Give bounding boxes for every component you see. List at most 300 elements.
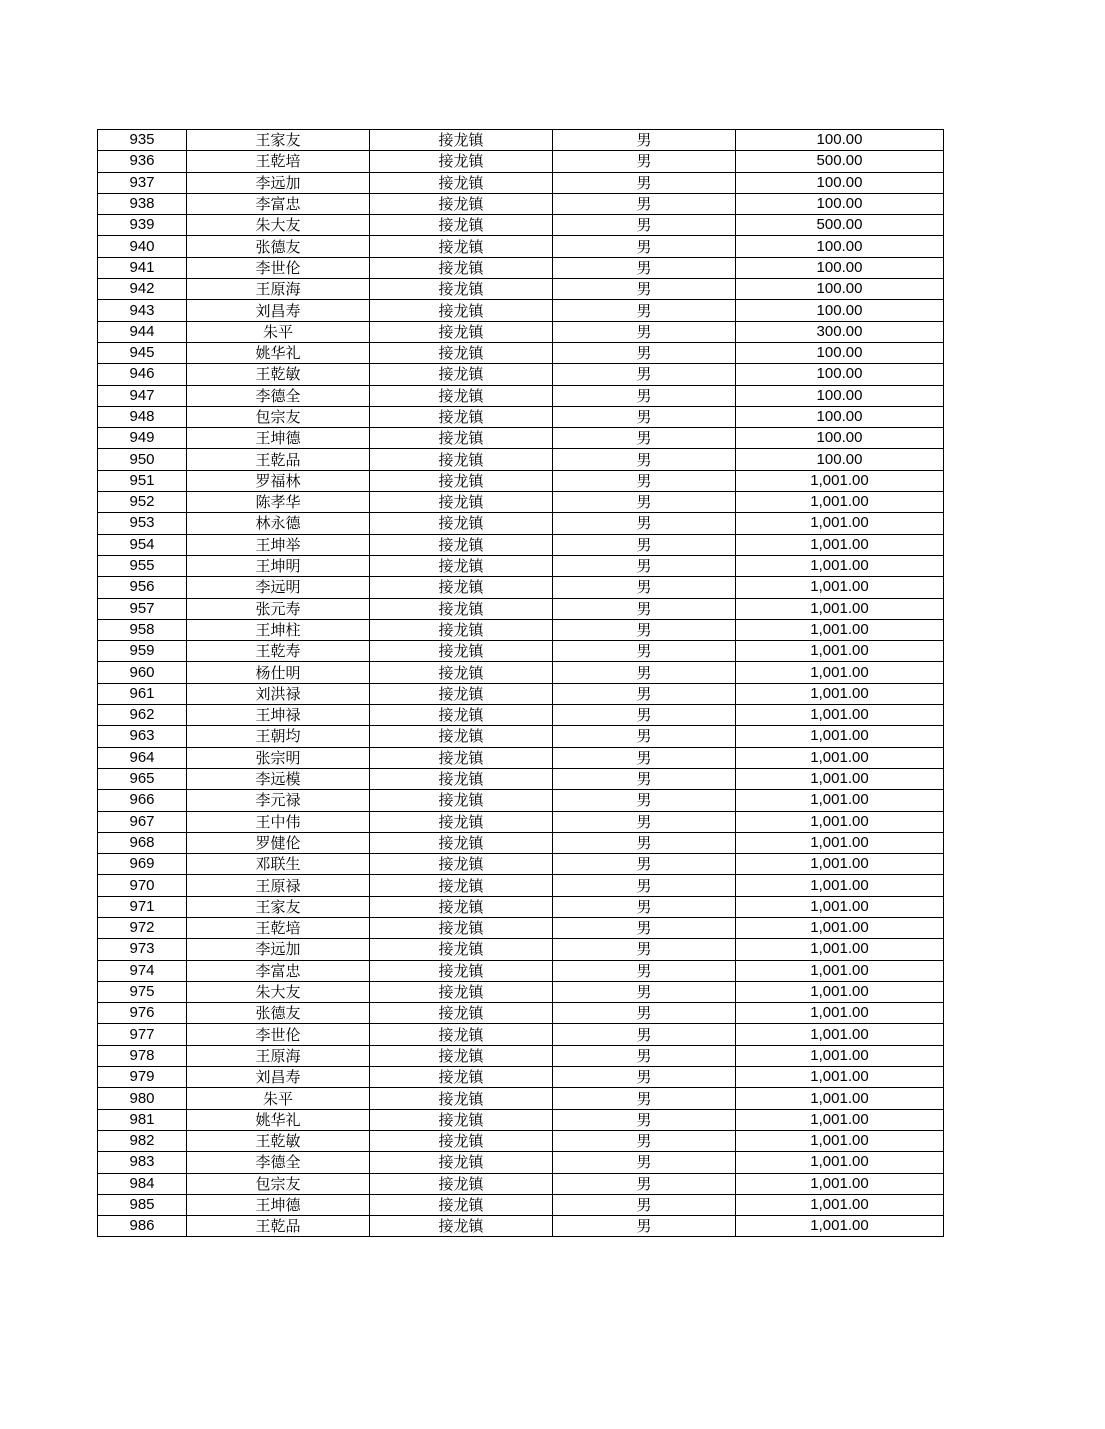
table-row: [98, 555, 944, 576]
person-name-cell: 李富忠: [187, 193, 370, 214]
gender-cell: 男: [553, 1067, 736, 1088]
town-cell: 接龙镇: [370, 406, 553, 427]
town-cell: 接龙镇: [370, 1024, 553, 1045]
table-row: [98, 577, 944, 598]
gender-cell: 男: [553, 1003, 736, 1024]
town-cell: 接龙镇: [370, 492, 553, 513]
gender-cell: 男: [553, 960, 736, 981]
gender-cell: 男: [553, 1088, 736, 1109]
amount-cell: 1,001.00: [736, 1024, 944, 1045]
table-row: [98, 236, 944, 257]
table-row: [98, 385, 944, 406]
table-row: [98, 1003, 944, 1024]
row-number-cell: 983: [98, 1152, 187, 1173]
row-number-cell: 954: [98, 534, 187, 555]
amount-cell: 1,001.00: [736, 1109, 944, 1130]
gender-cell: 男: [553, 726, 736, 747]
row-number-cell: 946: [98, 364, 187, 385]
table-row: [98, 917, 944, 938]
amount-cell: 1,001.00: [736, 683, 944, 704]
town-cell: 接龙镇: [370, 811, 553, 832]
town-cell: 接龙镇: [370, 279, 553, 300]
row-number-cell: 968: [98, 832, 187, 853]
row-number-cell: 984: [98, 1173, 187, 1194]
row-number-cell: 972: [98, 917, 187, 938]
row-number-cell: 962: [98, 705, 187, 726]
person-name-cell: 王乾敏: [187, 364, 370, 385]
amount-cell: 1,001.00: [736, 1152, 944, 1173]
amount-cell: 1,001.00: [736, 1067, 944, 1088]
table-row: [98, 151, 944, 172]
town-cell: 接龙镇: [370, 726, 553, 747]
person-name-cell: 刘昌寿: [187, 1067, 370, 1088]
amount-cell: 100.00: [736, 428, 944, 449]
table-row: [98, 939, 944, 960]
person-name-cell: 罗福林: [187, 470, 370, 491]
person-name-cell: 王原禄: [187, 875, 370, 896]
gender-cell: 男: [553, 385, 736, 406]
amount-cell: 1,001.00: [736, 492, 944, 513]
gender-cell: 男: [553, 364, 736, 385]
person-name-cell: 罗健伦: [187, 832, 370, 853]
amount-cell: 1,001.00: [736, 641, 944, 662]
person-name-cell: 朱平: [187, 321, 370, 342]
row-number-cell: 965: [98, 768, 187, 789]
town-cell: 接龙镇: [370, 896, 553, 917]
gender-cell: 男: [553, 1045, 736, 1066]
person-name-cell: 包宗友: [187, 1173, 370, 1194]
table-row: [98, 1216, 944, 1237]
gender-cell: 男: [553, 832, 736, 853]
amount-cell: 100.00: [736, 193, 944, 214]
table-row: [98, 875, 944, 896]
person-name-cell: 李德全: [187, 385, 370, 406]
table-body: [98, 130, 944, 1237]
table-row: [98, 747, 944, 768]
person-name-cell: 王原海: [187, 279, 370, 300]
town-cell: 接龙镇: [370, 236, 553, 257]
town-cell: 接龙镇: [370, 1152, 553, 1173]
row-number-cell: 936: [98, 151, 187, 172]
town-cell: 接龙镇: [370, 342, 553, 363]
table-row: [98, 683, 944, 704]
town-cell: 接龙镇: [370, 1173, 553, 1194]
gender-cell: 男: [553, 492, 736, 513]
amount-cell: 100.00: [736, 385, 944, 406]
town-cell: 接龙镇: [370, 768, 553, 789]
person-name-cell: 王坤德: [187, 428, 370, 449]
table-row: [98, 300, 944, 321]
person-name-cell: 王乾培: [187, 151, 370, 172]
amount-cell: 500.00: [736, 151, 944, 172]
gender-cell: 男: [553, 1152, 736, 1173]
town-cell: 接龙镇: [370, 1109, 553, 1130]
gender-cell: 男: [553, 236, 736, 257]
row-number-cell: 977: [98, 1024, 187, 1045]
amount-cell: 100.00: [736, 257, 944, 278]
amount-cell: 1,001.00: [736, 875, 944, 896]
town-cell: 接龙镇: [370, 960, 553, 981]
amount-cell: 1,001.00: [736, 577, 944, 598]
table-row: [98, 130, 944, 151]
table-row: [98, 257, 944, 278]
town-cell: 接龙镇: [370, 257, 553, 278]
gender-cell: 男: [553, 1024, 736, 1045]
row-number-cell: 979: [98, 1067, 187, 1088]
gender-cell: 男: [553, 790, 736, 811]
town-cell: 接龙镇: [370, 598, 553, 619]
town-cell: 接龙镇: [370, 172, 553, 193]
amount-cell: 1,001.00: [736, 1216, 944, 1237]
gender-cell: 男: [553, 981, 736, 1002]
amount-cell: 100.00: [736, 449, 944, 470]
amount-cell: 1,001.00: [736, 1130, 944, 1151]
row-number-cell: 950: [98, 449, 187, 470]
town-cell: 接龙镇: [370, 705, 553, 726]
table-row: [98, 854, 944, 875]
row-number-cell: 974: [98, 960, 187, 981]
gender-cell: 男: [553, 151, 736, 172]
town-cell: 接龙镇: [370, 917, 553, 938]
town-cell: 接龙镇: [370, 130, 553, 151]
amount-cell: 1,001.00: [736, 832, 944, 853]
table-row: [98, 960, 944, 981]
row-number-cell: 939: [98, 215, 187, 236]
table-row: [98, 321, 944, 342]
person-name-cell: 王乾品: [187, 449, 370, 470]
amount-cell: 500.00: [736, 215, 944, 236]
person-name-cell: 王乾寿: [187, 641, 370, 662]
town-cell: 接龙镇: [370, 832, 553, 853]
town-cell: 接龙镇: [370, 428, 553, 449]
town-cell: 接龙镇: [370, 641, 553, 662]
table-row: [98, 1152, 944, 1173]
amount-cell: 1,001.00: [736, 534, 944, 555]
gender-cell: 男: [553, 747, 736, 768]
row-number-cell: 981: [98, 1109, 187, 1130]
person-name-cell: 张德友: [187, 236, 370, 257]
town-cell: 接龙镇: [370, 555, 553, 576]
gender-cell: 男: [553, 598, 736, 619]
person-name-cell: 李世伦: [187, 257, 370, 278]
row-number-cell: 952: [98, 492, 187, 513]
row-number-cell: 941: [98, 257, 187, 278]
town-cell: 接龙镇: [370, 470, 553, 491]
person-name-cell: 林永德: [187, 513, 370, 534]
row-number-cell: 978: [98, 1045, 187, 1066]
gender-cell: 男: [553, 641, 736, 662]
gender-cell: 男: [553, 1216, 736, 1237]
town-cell: 接龙镇: [370, 1045, 553, 1066]
amount-cell: 1,001.00: [736, 854, 944, 875]
person-name-cell: 王乾品: [187, 1216, 370, 1237]
amount-cell: 1,001.00: [736, 662, 944, 683]
table-row: [98, 364, 944, 385]
amount-cell: 1,001.00: [736, 1173, 944, 1194]
gender-cell: 男: [553, 279, 736, 300]
person-name-cell: 李远明: [187, 577, 370, 598]
person-name-cell: 杨仕明: [187, 662, 370, 683]
town-cell: 接龙镇: [370, 151, 553, 172]
gender-cell: 男: [553, 854, 736, 875]
table-row: [98, 492, 944, 513]
town-cell: 接龙镇: [370, 513, 553, 534]
gender-cell: 男: [553, 342, 736, 363]
amount-cell: 300.00: [736, 321, 944, 342]
row-number-cell: 938: [98, 193, 187, 214]
gender-cell: 男: [553, 406, 736, 427]
table-row: [98, 811, 944, 832]
row-number-cell: 959: [98, 641, 187, 662]
row-number-cell: 949: [98, 428, 187, 449]
row-number-cell: 942: [98, 279, 187, 300]
amount-cell: 1,001.00: [736, 768, 944, 789]
person-name-cell: 朱大友: [187, 215, 370, 236]
row-number-cell: 951: [98, 470, 187, 491]
amount-cell: 1,001.00: [736, 960, 944, 981]
amount-cell: 1,001.00: [736, 981, 944, 1002]
table-row: [98, 534, 944, 555]
table-row: [98, 279, 944, 300]
row-number-cell: 980: [98, 1088, 187, 1109]
gender-cell: 男: [553, 534, 736, 555]
amount-cell: 100.00: [736, 364, 944, 385]
person-name-cell: 王坤禄: [187, 705, 370, 726]
person-name-cell: 李世伦: [187, 1024, 370, 1045]
town-cell: 接龙镇: [370, 619, 553, 640]
person-name-cell: 王家友: [187, 896, 370, 917]
table-row: [98, 1024, 944, 1045]
gender-cell: 男: [553, 1173, 736, 1194]
row-number-cell: 935: [98, 130, 187, 151]
row-number-cell: 966: [98, 790, 187, 811]
row-number-cell: 944: [98, 321, 187, 342]
row-number-cell: 986: [98, 1216, 187, 1237]
row-number-cell: 975: [98, 981, 187, 1002]
amount-cell: 100.00: [736, 130, 944, 151]
gender-cell: 男: [553, 449, 736, 470]
person-name-cell: 王坤举: [187, 534, 370, 555]
table-row: [98, 1173, 944, 1194]
amount-cell: 1,001.00: [736, 555, 944, 576]
person-name-cell: 张元寿: [187, 598, 370, 619]
person-name-cell: 李远加: [187, 172, 370, 193]
person-name-cell: 王朝均: [187, 726, 370, 747]
town-cell: 接龙镇: [370, 385, 553, 406]
table-row: [98, 172, 944, 193]
gender-cell: 男: [553, 705, 736, 726]
row-number-cell: 970: [98, 875, 187, 896]
town-cell: 接龙镇: [370, 1088, 553, 1109]
town-cell: 接龙镇: [370, 1216, 553, 1237]
row-number-cell: 956: [98, 577, 187, 598]
person-name-cell: 王乾敏: [187, 1130, 370, 1151]
table-row: [98, 598, 944, 619]
town-cell: 接龙镇: [370, 875, 553, 896]
town-cell: 接龙镇: [370, 854, 553, 875]
gender-cell: 男: [553, 896, 736, 917]
gender-cell: 男: [553, 1109, 736, 1130]
person-name-cell: 李德全: [187, 1152, 370, 1173]
person-name-cell: 刘洪禄: [187, 683, 370, 704]
town-cell: 接龙镇: [370, 790, 553, 811]
gender-cell: 男: [553, 1194, 736, 1215]
amount-cell: 100.00: [736, 300, 944, 321]
person-name-cell: 王中伟: [187, 811, 370, 832]
row-number-cell: 945: [98, 342, 187, 363]
amount-cell: 1,001.00: [736, 705, 944, 726]
person-name-cell: 邓联生: [187, 854, 370, 875]
amount-cell: 1,001.00: [736, 619, 944, 640]
table-row: [98, 619, 944, 640]
table-row: [98, 768, 944, 789]
gender-cell: 男: [553, 215, 736, 236]
town-cell: 接龙镇: [370, 193, 553, 214]
amount-cell: 100.00: [736, 172, 944, 193]
table-row: [98, 470, 944, 491]
gender-cell: 男: [553, 300, 736, 321]
amount-cell: 1,001.00: [736, 939, 944, 960]
town-cell: 接龙镇: [370, 449, 553, 470]
town-cell: 接龙镇: [370, 364, 553, 385]
row-number-cell: 967: [98, 811, 187, 832]
gender-cell: 男: [553, 470, 736, 491]
table-row: [98, 449, 944, 470]
person-name-cell: 姚华礼: [187, 342, 370, 363]
row-number-cell: 955: [98, 555, 187, 576]
gender-cell: 男: [553, 875, 736, 896]
table-row: [98, 342, 944, 363]
gender-cell: 男: [553, 257, 736, 278]
row-number-cell: 958: [98, 619, 187, 640]
amount-cell: 1,001.00: [736, 513, 944, 534]
gender-cell: 男: [553, 193, 736, 214]
person-name-cell: 王坤明: [187, 555, 370, 576]
table-row: [98, 513, 944, 534]
gender-cell: 男: [553, 513, 736, 534]
row-number-cell: 982: [98, 1130, 187, 1151]
amount-cell: 1,001.00: [736, 1088, 944, 1109]
gender-cell: 男: [553, 428, 736, 449]
amount-cell: 1,001.00: [736, 470, 944, 491]
row-number-cell: 937: [98, 172, 187, 193]
town-cell: 接龙镇: [370, 534, 553, 555]
amount-cell: 1,001.00: [736, 896, 944, 917]
amount-cell: 1,001.00: [736, 726, 944, 747]
town-cell: 接龙镇: [370, 747, 553, 768]
gender-cell: 男: [553, 811, 736, 832]
person-name-cell: 张宗明: [187, 747, 370, 768]
town-cell: 接龙镇: [370, 981, 553, 1002]
gender-cell: 男: [553, 1130, 736, 1151]
town-cell: 接龙镇: [370, 300, 553, 321]
row-number-cell: 976: [98, 1003, 187, 1024]
amount-cell: 1,001.00: [736, 1045, 944, 1066]
person-name-cell: 王坤柱: [187, 619, 370, 640]
row-number-cell: 973: [98, 939, 187, 960]
row-number-cell: 969: [98, 854, 187, 875]
town-cell: 接龙镇: [370, 1003, 553, 1024]
row-number-cell: 963: [98, 726, 187, 747]
town-cell: 接龙镇: [370, 1194, 553, 1215]
person-name-cell: 王家友: [187, 130, 370, 151]
amount-cell: 1,001.00: [736, 917, 944, 938]
person-name-cell: 李远模: [187, 768, 370, 789]
person-name-cell: 李富忠: [187, 960, 370, 981]
table-row: [98, 1194, 944, 1215]
town-cell: 接龙镇: [370, 1067, 553, 1088]
person-name-cell: 张德友: [187, 1003, 370, 1024]
town-cell: 接龙镇: [370, 577, 553, 598]
amount-cell: 1,001.00: [736, 598, 944, 619]
gender-cell: 男: [553, 321, 736, 342]
row-number-cell: 957: [98, 598, 187, 619]
table-row: [98, 406, 944, 427]
table-row: [98, 705, 944, 726]
table-row: [98, 662, 944, 683]
person-name-cell: 包宗友: [187, 406, 370, 427]
person-name-cell: 朱平: [187, 1088, 370, 1109]
table-row: [98, 981, 944, 1002]
table-row: [98, 215, 944, 236]
town-cell: 接龙镇: [370, 939, 553, 960]
town-cell: 接龙镇: [370, 215, 553, 236]
gender-cell: 男: [553, 683, 736, 704]
table-row: [98, 1130, 944, 1151]
town-cell: 接龙镇: [370, 683, 553, 704]
amount-cell: 1,001.00: [736, 1003, 944, 1024]
table-row: [98, 1109, 944, 1130]
amount-cell: 100.00: [736, 406, 944, 427]
person-name-cell: 王坤德: [187, 1194, 370, 1215]
table-row: [98, 896, 944, 917]
table-row: [98, 790, 944, 811]
town-cell: 接龙镇: [370, 321, 553, 342]
table-row: [98, 641, 944, 662]
table-row: [98, 1067, 944, 1088]
person-name-cell: 姚华礼: [187, 1109, 370, 1130]
amount-cell: 1,001.00: [736, 747, 944, 768]
town-cell: 接龙镇: [370, 662, 553, 683]
row-number-cell: 961: [98, 683, 187, 704]
town-cell: 接龙镇: [370, 1130, 553, 1151]
row-number-cell: 940: [98, 236, 187, 257]
amount-cell: 1,001.00: [736, 790, 944, 811]
amount-cell: 1,001.00: [736, 811, 944, 832]
person-name-cell: 李远加: [187, 939, 370, 960]
amount-cell: 1,001.00: [736, 1194, 944, 1215]
table-row: [98, 726, 944, 747]
row-number-cell: 985: [98, 1194, 187, 1215]
amount-cell: 100.00: [736, 342, 944, 363]
gender-cell: 男: [553, 619, 736, 640]
gender-cell: 男: [553, 130, 736, 151]
person-name-cell: 李元禄: [187, 790, 370, 811]
person-name-cell: 王乾培: [187, 917, 370, 938]
table-row: [98, 1045, 944, 1066]
person-name-cell: 刘昌寿: [187, 300, 370, 321]
gender-cell: 男: [553, 939, 736, 960]
amount-cell: 100.00: [736, 236, 944, 257]
row-number-cell: 971: [98, 896, 187, 917]
table-row: [98, 193, 944, 214]
person-name-cell: 陈孝华: [187, 492, 370, 513]
gender-cell: 男: [553, 917, 736, 938]
row-number-cell: 960: [98, 662, 187, 683]
row-number-cell: 948: [98, 406, 187, 427]
table-row: [98, 1088, 944, 1109]
gender-cell: 男: [553, 662, 736, 683]
